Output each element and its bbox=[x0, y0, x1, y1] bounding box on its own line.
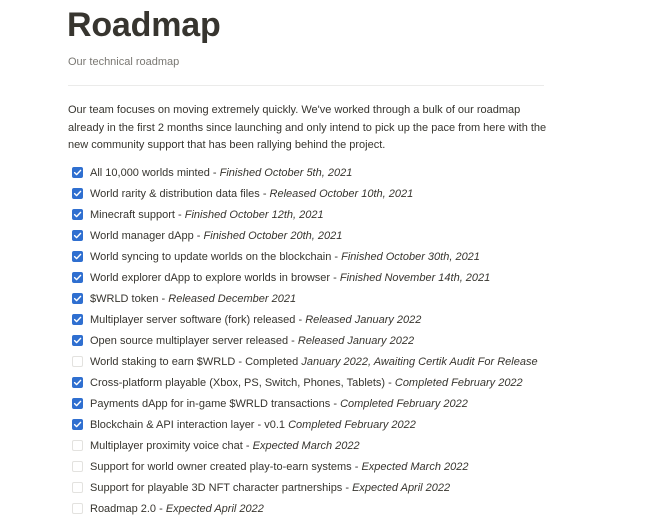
todo-text: Open source multiplayer server released bbox=[90, 334, 289, 347]
checkbox-unchecked[interactable] bbox=[72, 503, 83, 514]
todo-item bbox=[72, 372, 538, 393]
checkmark-icon bbox=[73, 378, 82, 387]
todo-text: World manager dApp bbox=[90, 229, 194, 242]
checkbox-checked[interactable] bbox=[72, 272, 83, 283]
checkbox-checked[interactable] bbox=[72, 293, 83, 304]
todo-item bbox=[72, 351, 538, 372]
intro-paragraph: Our team focuses on moving extremely quickly. We've worked through a bulk of our roadmap already in the first 2 months since launching and only intend to pick up the pace from here with the new community support that has been rallying behind the project. bbox=[68, 104, 547, 151]
checkbox-checked[interactable] bbox=[72, 209, 83, 220]
todo-separator: - bbox=[331, 250, 342, 263]
todo-item bbox=[72, 435, 538, 456]
todo-text: Blockchain & API interaction layer bbox=[90, 418, 255, 431]
checkbox-unchecked[interactable] bbox=[72, 440, 83, 451]
todo-item bbox=[72, 246, 538, 267]
todo-item bbox=[72, 309, 538, 330]
todo-item bbox=[72, 477, 538, 498]
todo-text: World explorer dApp to explore worlds in browser bbox=[90, 271, 331, 284]
todo-item bbox=[72, 204, 538, 225]
checkmark-icon bbox=[73, 294, 82, 303]
checkbox-checked[interactable] bbox=[72, 188, 83, 199]
todo-status: Finished October 5th, 2021 bbox=[219, 166, 353, 179]
todo-status: Expected March 2022 bbox=[361, 460, 469, 473]
todo-status: Finished October 20th, 2021 bbox=[203, 229, 343, 242]
todo-status: Completed February 2022 bbox=[394, 376, 523, 389]
todo-list bbox=[72, 162, 538, 519]
todo-separator: - v0.1 bbox=[254, 418, 289, 431]
checkmark-icon bbox=[73, 168, 82, 177]
todo-text: Multiplayer proximity voice chat bbox=[90, 439, 243, 452]
checkmark-icon bbox=[73, 420, 82, 429]
checkbox-checked[interactable] bbox=[72, 314, 83, 325]
todo-item bbox=[72, 288, 538, 309]
todo-item bbox=[72, 498, 538, 519]
todo-status: January 2022, Awaiting Certik Audit For Release bbox=[301, 355, 538, 368]
todo-status: Completed February 2022 bbox=[340, 397, 468, 410]
checkmark-icon bbox=[73, 189, 82, 198]
todo-status: Expected March 2022 bbox=[252, 439, 360, 452]
page-subtitle: Our technical roadmap bbox=[68, 56, 180, 68]
checkbox-checked[interactable] bbox=[72, 335, 83, 346]
todo-text: World staking to earn $WRLD bbox=[90, 355, 236, 368]
todo-separator: - bbox=[174, 208, 185, 221]
checkbox-unchecked[interactable] bbox=[72, 461, 83, 472]
todo-text: Roadmap 2.0 bbox=[90, 502, 157, 515]
checkmark-icon bbox=[73, 399, 82, 408]
todo-text: World syncing to update worlds on the blockchain bbox=[90, 250, 332, 263]
todo-item bbox=[72, 456, 538, 477]
todo-text: All 10,000 worlds minted bbox=[90, 166, 210, 179]
todo-item bbox=[72, 393, 538, 414]
todo-separator: - bbox=[193, 229, 204, 242]
todo-item bbox=[72, 162, 538, 183]
todo-separator: - bbox=[295, 313, 306, 326]
todo-item bbox=[72, 225, 538, 246]
checkbox-checked[interactable] bbox=[72, 398, 83, 409]
todo-separator: - bbox=[209, 166, 220, 179]
todo-text: Support for world owner created play-to-earn systems bbox=[90, 460, 352, 473]
todo-status: Finished October 30th, 2021 bbox=[341, 250, 480, 263]
todo-status: Completed February 2022 bbox=[288, 418, 416, 431]
todo-status: Released January 2022 bbox=[297, 334, 415, 347]
todo-item bbox=[72, 267, 538, 288]
todo-separator: - bbox=[351, 460, 362, 473]
checkbox-checked[interactable] bbox=[72, 419, 83, 430]
todo-separator: - bbox=[259, 187, 270, 200]
checkbox-unchecked[interactable] bbox=[72, 356, 83, 367]
todo-text: Multiplayer server software (fork) released bbox=[90, 313, 296, 326]
todo-separator: - bbox=[158, 292, 169, 305]
page-title: Roadmap bbox=[67, 6, 221, 44]
todo-separator: - bbox=[385, 376, 395, 389]
todo-status: Released December 2021 bbox=[168, 292, 297, 305]
divider bbox=[68, 85, 544, 86]
checkmark-icon bbox=[73, 336, 82, 345]
checkmark-icon bbox=[73, 315, 82, 324]
todo-separator: - bbox=[242, 439, 253, 452]
todo-text: Support for playable 3D NFT character partnerships bbox=[90, 481, 343, 494]
todo-separator: - bbox=[156, 502, 166, 515]
todo-text: Payments dApp for in-game $WRLD transactions bbox=[90, 397, 331, 410]
todo-item bbox=[72, 330, 538, 351]
todo-text: World rarity & distribution data files bbox=[90, 187, 260, 200]
todo-separator: - bbox=[288, 334, 298, 347]
todo-status: Expected April 2022 bbox=[165, 502, 264, 515]
checkmark-icon bbox=[73, 210, 82, 219]
checkbox-checked[interactable] bbox=[72, 230, 83, 241]
todo-separator: - bbox=[330, 271, 340, 284]
checkbox-unchecked[interactable] bbox=[72, 482, 83, 493]
todo-status: Finished October 12th, 2021 bbox=[184, 208, 324, 221]
checkbox-checked[interactable] bbox=[72, 377, 83, 388]
todo-status: Expected April 2022 bbox=[352, 481, 451, 494]
checkmark-icon bbox=[73, 273, 82, 282]
todo-separator: - bbox=[342, 481, 353, 494]
todo-separator: - Completed bbox=[235, 355, 302, 368]
todo-text: $WRLD token bbox=[90, 292, 159, 305]
todo-separator: - bbox=[330, 397, 341, 410]
todo-item bbox=[72, 183, 538, 204]
checkbox-checked[interactable] bbox=[72, 167, 83, 178]
todo-text: Cross-platform playable (Xbox, PS, Switch, Phones, Tablets) bbox=[90, 376, 386, 389]
checkbox-checked[interactable] bbox=[72, 251, 83, 262]
checkmark-icon bbox=[73, 252, 82, 261]
todo-text: Minecraft support bbox=[90, 208, 175, 221]
todo-item bbox=[72, 414, 538, 435]
todo-status: Released January 2022 bbox=[305, 313, 422, 326]
checkmark-icon bbox=[73, 231, 82, 240]
todo-status: Finished November 14th, 2021 bbox=[339, 271, 491, 284]
todo-status: Released October 10th, 2021 bbox=[269, 187, 414, 200]
